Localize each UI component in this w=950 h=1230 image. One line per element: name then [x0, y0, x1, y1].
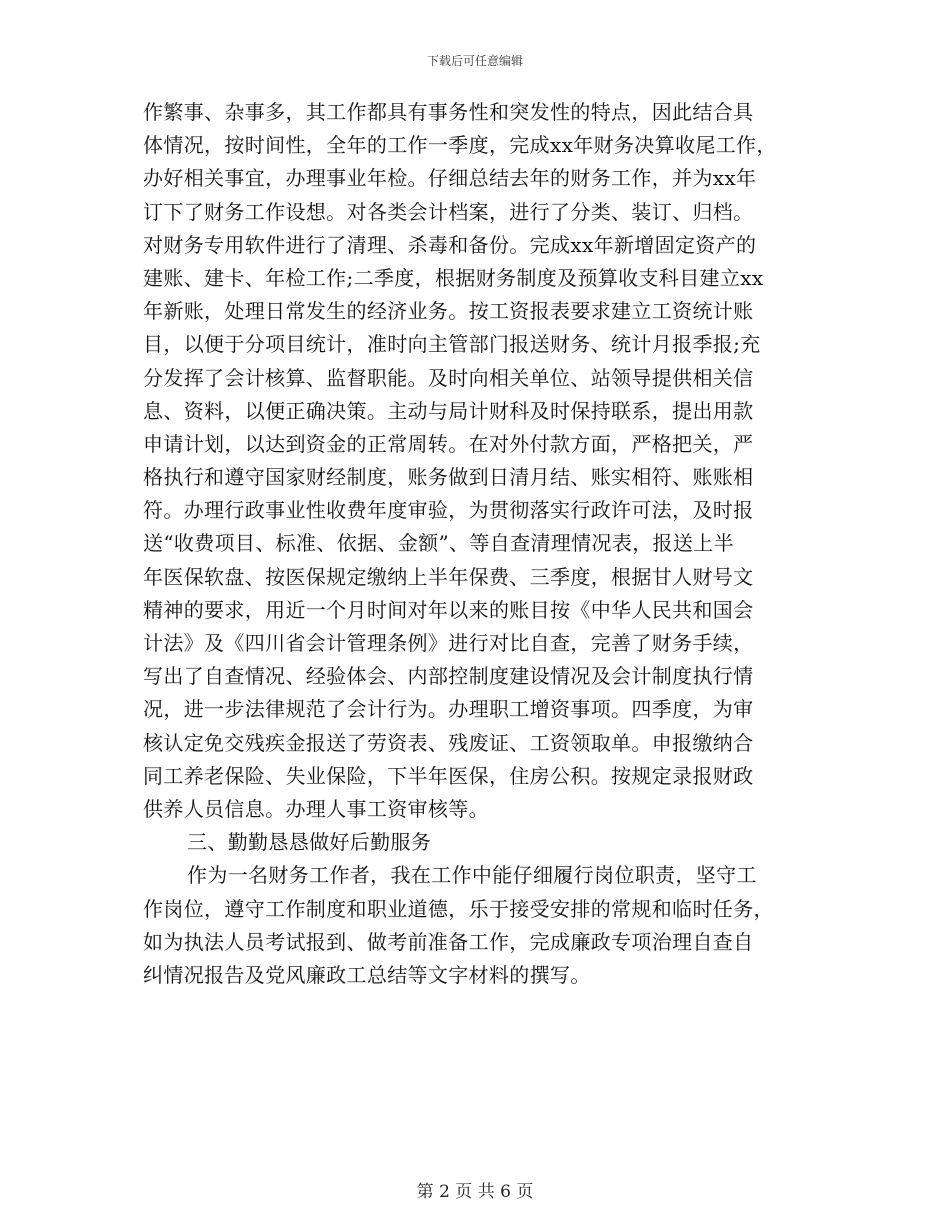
body-line: 核认定免交残疾金报送了劳资表、残废证、工资领取单。申报缴纳合: [143, 730, 754, 755]
document-body: [143, 96, 811, 992]
body-line: 计法》及《四川省会计管理条例》进行对比自查，完善了财务手续，: [143, 631, 754, 655]
body-line: 体情况，按时间性，全年的工作一季度，完成xx年财务决算收尾工作，: [143, 133, 777, 158]
body-line: 格执行和遵守国家财经制度，账务做到日清月结、账实相符、账账相: [143, 465, 754, 490]
body-line: 供养人员信息。办理人事工资审核等。: [143, 796, 489, 821]
section-paragraph-line: 作岗位，遵守工作制度和职业道德，乐于接受安排的常规和临时任务，: [143, 896, 774, 921]
section-paragraph-first-line: 作为一名财务工作者，我在工作中能仔细履行岗位职责，坚守工: [187, 863, 757, 888]
section-paragraph-line: 纠情况报告及党风廉政工总结等文字材料的撰写。: [143, 962, 591, 987]
page-number-footer: 第 2 页 共 6 页: [416, 1182, 534, 1202]
body-line: 年新账，处理日常发生的经济业务。按工资报表要求建立工资统计账: [143, 299, 754, 324]
body-line: 息、资料，以便正确决策。主动与局计财科及时保持联系，提出用款: [143, 398, 754, 423]
section-heading: 三、勤勤恳恳做好后勤服务: [187, 830, 432, 855]
body-line: 办好相关事宜，办理事业年检。仔细总结去年的财务工作，并为xx年: [143, 166, 757, 191]
body-line: 申请计划，以达到资金的正常周转。在对外付款方面，严格把关，严: [143, 431, 754, 456]
body-line: 况，进一步法律规范了会计行为。办理职工增资事项。四季度，为审: [143, 697, 754, 722]
body-line: 对财务专用软件进行了清理、杀毒和备份。完成xx年新增固定资产的: [143, 232, 757, 257]
body-line: 目，以便于分项目统计，准时向主管部门报送财务、统计月报季报;充: [143, 332, 761, 357]
body-line: 建账、建卡、年检工作;二季度，根据财务制度及预算收支科目建立xx: [143, 265, 764, 290]
body-line: 写出了自查情况、经验体会、内部控制度建设情况及会计制度执行情: [143, 664, 754, 689]
body-line: 分发挥了会计核算、监督职能。及时向相关单位、站领导提供相关信: [143, 365, 754, 390]
body-line: 订下了财务工作设想。对各类会计档案，进行了分类、装订、归档。: [143, 199, 754, 224]
section-paragraph-line: 如为执法人员考试报到、做考前准备工作，完成廉政专项治理自查自: [143, 929, 754, 954]
body-line: 符。办理行政事业性收费年度审验，为贯彻落实行政许可法，及时报: [143, 498, 754, 523]
page-header: 下载后可任意编辑: [426, 54, 523, 68]
body-line: 精神的要求，用近一个月时间对年以来的账目按《中华人民共和国会: [143, 597, 754, 622]
body-line: 年医保软盘、按医保规定缴纳上半年保费、三季度，根据甘人财号文: [143, 564, 754, 589]
body-line: 作繁事、杂事多，其工作都具有事务性和突发性的特点，因此结合具: [143, 100, 754, 124]
body-line: 送“收费项目、标准、依据、金额”、等自查清理情况表，报送上半: [143, 531, 734, 556]
body-line: 同工养老保险、失业保险，下半年医保，住房公积。按规定录报财政: [143, 763, 754, 788]
